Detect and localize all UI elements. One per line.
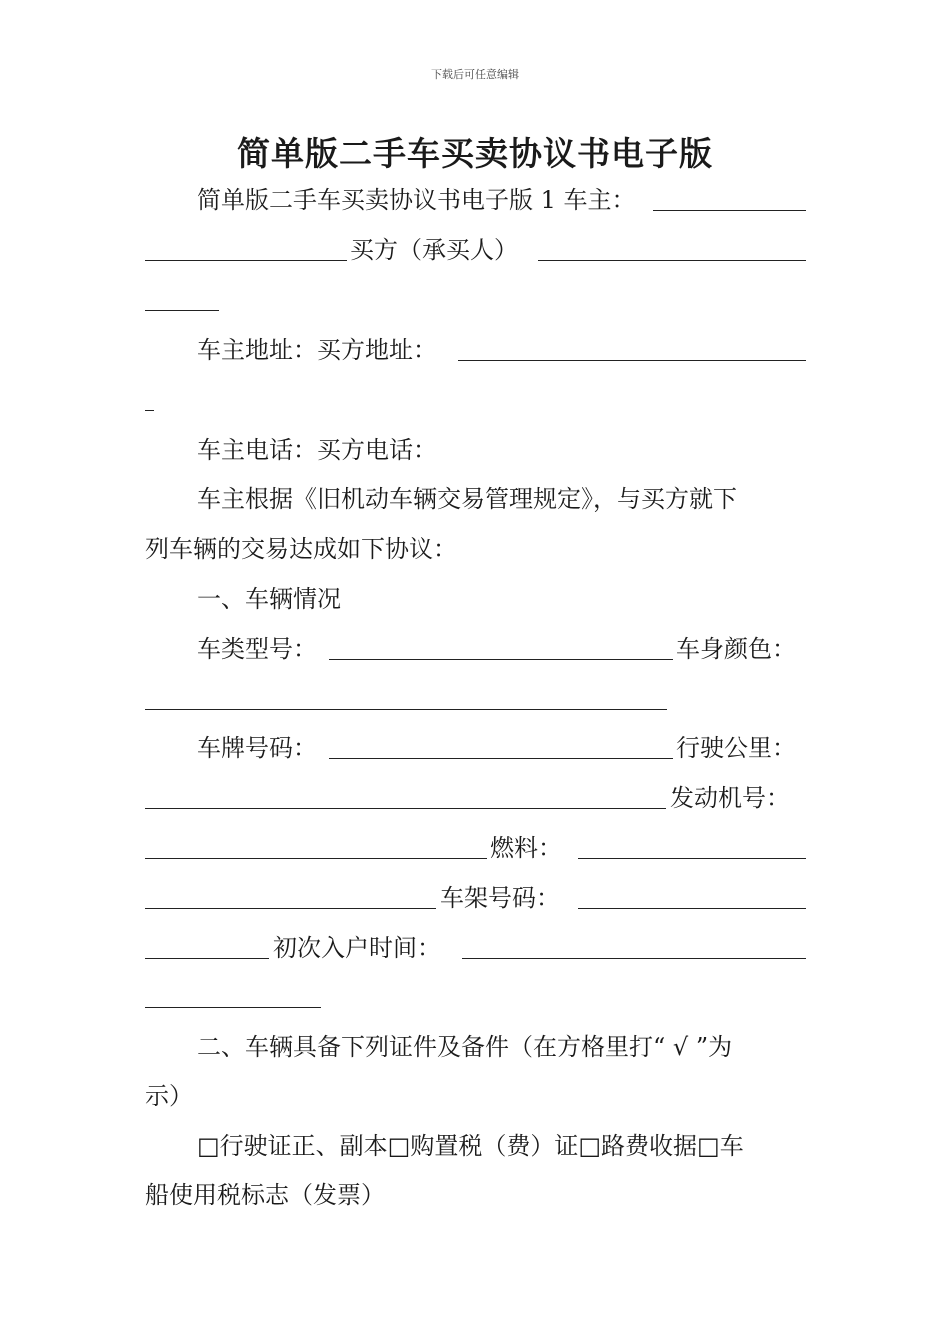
mileage-blank[interactable] <box>145 808 666 809</box>
agreement-line-1: 车主根据《旧机动车辆交易管理规定》，与买方就下 <box>197 485 737 513</box>
documents-checklist[interactable]: □行驶证正、副本□购置税（费）证□路费收据□车 <box>197 1132 744 1160</box>
address-blank[interactable] <box>458 360 806 361</box>
buyer-label: 买方（承买人） <box>350 236 518 264</box>
frame-blank[interactable] <box>578 908 806 909</box>
model-blank[interactable] <box>329 659 673 660</box>
section-1-heading: 一、车辆情况 <box>197 585 341 613</box>
header-note: 下载后可任意编辑 <box>431 68 519 81</box>
fuel-label: 燃料： <box>490 834 562 862</box>
owner-blank-cont[interactable] <box>145 260 347 261</box>
owner-blank[interactable] <box>653 210 806 211</box>
registration-blank[interactable] <box>462 958 806 959</box>
mileage-label: 行驶公里： <box>676 734 796 762</box>
agreement-line-2: 列车辆的交易达成如下协议： <box>145 535 457 563</box>
buyer-blank[interactable] <box>538 260 806 261</box>
color-blank[interactable] <box>145 709 667 710</box>
phone-line: 车主电话：买方电话： <box>197 436 437 464</box>
buyer-blank-cont[interactable] <box>145 310 219 311</box>
section-2-heading-cont: 示） <box>145 1082 193 1110</box>
fuel-blank[interactable] <box>578 858 806 859</box>
address-line: 车主地址：买方地址： <box>197 336 437 364</box>
intro-line: 简单版二手车买卖协议书电子版 1 车主： <box>197 186 636 214</box>
frame-blank-cont[interactable] <box>145 958 269 959</box>
plate-blank[interactable] <box>329 758 673 759</box>
address-blank-cont[interactable] <box>145 410 154 411</box>
document-title: 简单版二手车买卖协议书电子版 <box>237 134 713 173</box>
engine-label: 发动机号： <box>670 784 790 812</box>
section-2-heading: 二、车辆具备下列证件及备件（在方格里打“ √ ”为 <box>197 1033 733 1061</box>
documents-checklist-cont: 船使用税标志（发票） <box>145 1181 385 1209</box>
engine-blank[interactable] <box>145 858 487 859</box>
plate-label: 车牌号码： <box>197 734 317 762</box>
model-label: 车类型号： <box>197 635 317 663</box>
color-label: 车身颜色： <box>676 635 796 663</box>
fuel-blank-cont[interactable] <box>145 908 436 909</box>
registration-label: 初次入户时间： <box>273 934 441 962</box>
frame-label: 车架号码： <box>440 884 560 912</box>
registration-blank-cont[interactable] <box>145 1007 321 1008</box>
